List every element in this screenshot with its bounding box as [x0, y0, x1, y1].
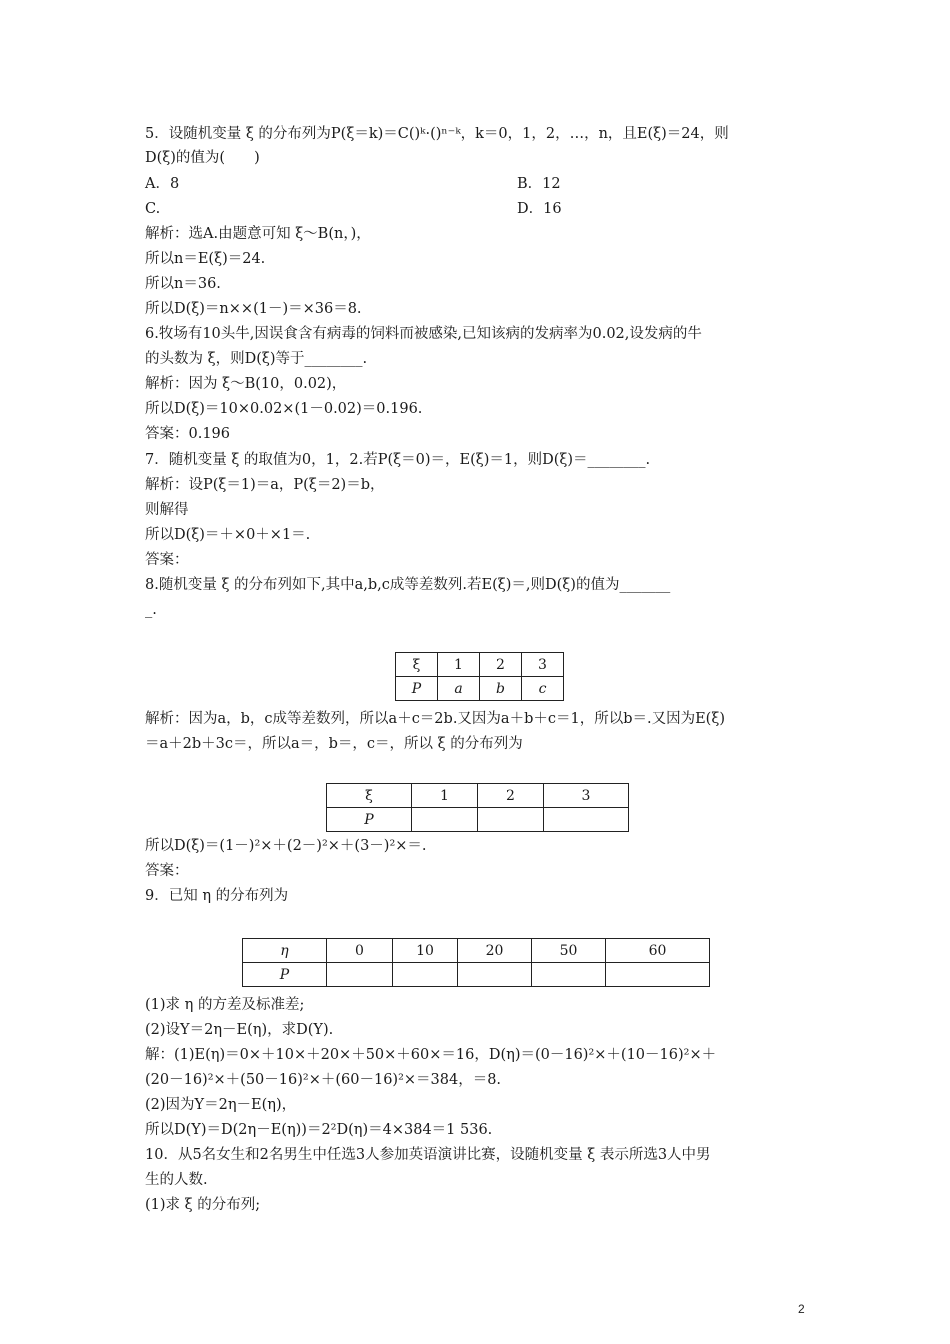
table-cell: 20: [458, 939, 532, 963]
q9-solution-line3: (2)因为Y＝2η－E(η)，: [145, 1097, 297, 1113]
table-cell: [544, 808, 629, 832]
table-cell: 0: [327, 939, 393, 963]
table-cell: [393, 963, 458, 987]
q8-solution-line1: 解析：因为a，b，c成等差数列，所以a＋c＝2b.又因为a＋b＋c＝1，所以b＝.又因为E(ξ): [145, 711, 725, 727]
table-cell: 3: [522, 653, 564, 677]
table-cell: 60: [606, 939, 710, 963]
q7-solution-line2: 则解得: [145, 502, 189, 518]
table-cell: 1: [438, 653, 480, 677]
q10-stem-line1: 10．从5名女生和2名男生中任选3人参加英语演讲比赛，设随机变量 ξ 表示所选3人中男: [145, 1147, 711, 1163]
table-cell: P: [243, 963, 327, 987]
table-row: [327, 808, 629, 832]
q8-solved-distribution-table: [326, 783, 629, 832]
q5-stem-line1: 5．设随机变量 ξ 的分布列为P(ξ＝k)＝C()ᵏ·()ⁿ⁻ᵏ，k＝0，1，2，…，n，且E(ξ)＝24，则: [145, 126, 729, 142]
q7-solution-line3: 所以D(ξ)＝＋×0＋×1＝.: [145, 527, 311, 543]
q8-solution-line2: ＝a＋2b＋3c＝，所以a＝，b＝，c＝，所以 ξ 的分布列为: [145, 736, 523, 752]
q9-solution-line4: 所以D(Y)＝D(2η－E(η))＝2²D(η)＝4×384＝1 536.: [145, 1122, 493, 1138]
q6-stem-line2: 的头数为 ξ，则D(ξ)等于________.: [145, 351, 368, 367]
q6-answer: 答案：0.196: [145, 426, 231, 442]
table-cell: b: [480, 677, 522, 701]
q6-stem-line1: 6.牧场有10头牛,因误食含有病毒的饲料而被感染,已知该病的发病率为0.02,设发病的牛: [145, 326, 702, 342]
q5-stem-line2: D(ξ)的值为( ): [145, 150, 260, 166]
q10-part1: (1)求 ξ 的分布列;: [145, 1197, 261, 1213]
q10-stem-line2: 生的人数.: [145, 1172, 208, 1188]
q5-solution-line3: 所以n＝36.: [145, 276, 221, 292]
q5-option-d: D．16: [517, 201, 562, 217]
table-cell: P: [327, 808, 412, 832]
table-cell: [458, 963, 532, 987]
table-cell: 10: [393, 939, 458, 963]
table-row: [396, 677, 564, 701]
table-row: [243, 963, 710, 987]
q7-answer: 答案：: [145, 552, 189, 568]
table-cell: η: [243, 939, 327, 963]
table-cell: 50: [532, 939, 606, 963]
table-cell: 2: [480, 653, 522, 677]
q8-distribution-table: [395, 652, 564, 701]
table-cell: [327, 963, 393, 987]
q9-solution-line1: 解：(1)E(η)＝0×＋10×＋20×＋50×＋60×＝16，D(η)＝(0－16)²×＋(10－16)²×＋: [145, 1047, 717, 1063]
table-cell: 3: [544, 784, 629, 808]
table-cell: [606, 963, 710, 987]
table-cell: 1: [412, 784, 478, 808]
q9-stem: 9．已知 η 的分布列为: [145, 888, 289, 904]
table-row: [243, 939, 710, 963]
q9-part2: (2)设Y＝2η－E(η)，求D(Y).: [145, 1022, 334, 1038]
table-cell: ξ: [396, 653, 438, 677]
q6-solution-line1: 解析：因为 ξ～B(10，0.02)，: [145, 376, 347, 392]
table-cell: ξ: [327, 784, 412, 808]
table-row: [327, 784, 629, 808]
page-number: 2: [798, 1302, 805, 1316]
table-cell: a: [438, 677, 480, 701]
q7-stem: 7．随机变量 ξ 的取值为0，1，2.若P(ξ＝0)＝，E(ξ)＝1，则D(ξ)＝________.: [145, 452, 651, 468]
q7-solution-line1: 解析：设P(ξ＝1)＝a，P(ξ＝2)＝b，: [145, 477, 385, 493]
q9-part1: (1)求 η 的方差及标准差;: [145, 997, 305, 1013]
q9-solution-line2: (20－16)²×＋(50－16)²×＋(60－16)²×＝384，＝8.: [145, 1072, 502, 1088]
table-cell: [532, 963, 606, 987]
q9-distribution-table: [242, 938, 710, 987]
table-cell: 2: [478, 784, 544, 808]
q6-solution-line2: 所以D(ξ)＝10×0.02×(1－0.02)＝0.196.: [145, 401, 423, 417]
q8-solution-line3: 所以D(ξ)＝(1－)²×＋(2－)²×＋(3－)²×＝.: [145, 838, 427, 854]
q5-solution-line1: 解析：选A.由题意可知 ξ～B(n，)，: [145, 226, 371, 242]
q5-option-b: B．12: [517, 176, 561, 192]
q5-solution-line2: 所以n＝E(ξ)＝24.: [145, 251, 266, 267]
q5-option-a: A．8: [145, 176, 180, 192]
table-cell: [478, 808, 544, 832]
q8-stem-line1: 8.随机变量 ξ 的分布列如下,其中a,b,c成等差数列.若E(ξ)＝,则D(ξ)的值为_______: [145, 577, 671, 593]
table-cell: [412, 808, 478, 832]
q5-solution-line4: 所以D(ξ)＝n××(1－)＝×36＝8.: [145, 301, 362, 317]
q8-stem-line2: _.: [145, 602, 157, 618]
q8-answer: 答案：: [145, 863, 189, 879]
q5-option-c: C.: [145, 201, 161, 217]
table-row: [396, 653, 564, 677]
table-cell: c: [522, 677, 564, 701]
table-cell: P: [396, 677, 438, 701]
